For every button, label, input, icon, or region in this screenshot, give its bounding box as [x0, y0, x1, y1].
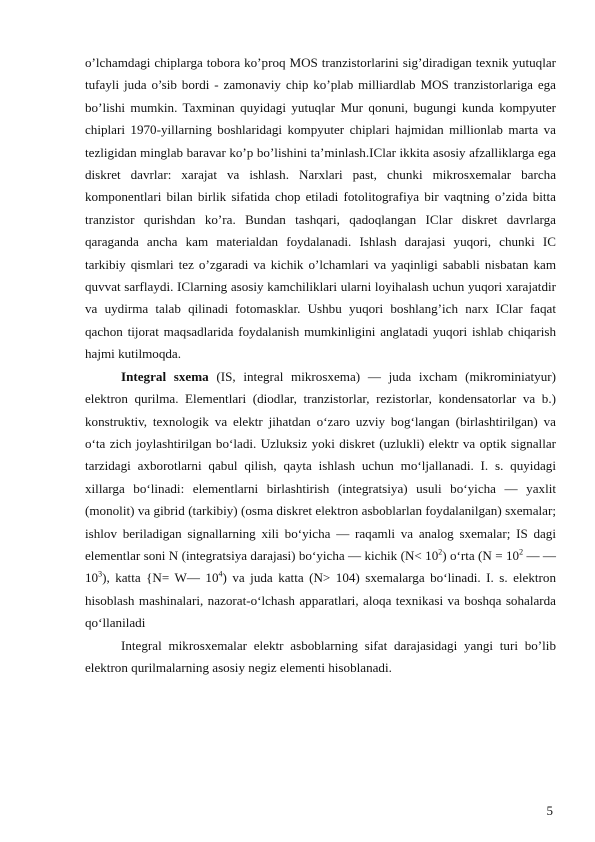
definition-text-e: ) va juda katta (N> 104) sxemalarga boʻlinadi. I. s. elektron hisoblash mashinalari, nazorat-oʻlchash apparatlari, aloqa texnikasi va boshqa sohalarda qoʻllaniladi	[85, 570, 556, 631]
document-body	[85, 52, 556, 679]
paragraph-mos-chips: o’lchamdagi chiplarga tobora ko’proq MOS tranzistorlarini sig’diradigan texnik yutuqlar tufayli juda o’sib bordi - zamonaviy chip ko’plab milliardlab MOS tranzistorlariga ega bo’lishi mumkin. Taxminan quyidagi yutuqlar Mur qonuni, bugungi kunda kompyuter chiplari 1970-yillarning boshlaridagi kompyuter chiplari hajmidan millionlab marta va tezligidan minglab baravar ko’p bo’lishini ta’minlash.IClar ikkita asosiy afzalliklarga ega diskret davrlar: xarajat va ishlash. Narxlari past, chunki mikrosxemalar barcha komponentlari bilan birlik sifatida chop etiladi fotolitografiya bir vaqtning o’zida bitta tranzistor qurishdan ko’ra. Bundan tashqari, qadoqlangan IClar diskret davrlarga qaraganda ancha kam materialdan foydalanadi. Ishlash darajasi yuqori, chunki IC tarkibiy qismlari tez o’zgaradi va kichik o’lchamlari va yaqinligi sababli nisbatan kam quvvat sarflaydi. IClarning asosiy kamchiliklari ularni loyihalash uchun yuqori xarajatdir va uydirma talab qilinadi fotomasklar. Ushbu yuqori boshlang’ich narx IClar faqat qachon tijorat maqsadlarida foydalanish mumkinligini anglatadi yuqori ishlab chiqarish hajmi kutilmoqda.	[85, 55, 556, 362]
definition-text-d: ), katta {N= W— 10	[102, 570, 219, 586]
definition-text-c: — —10	[85, 547, 556, 586]
superscript-exponent-4: 4	[218, 569, 223, 579]
superscript-exponent-2: 2	[519, 547, 524, 557]
definition-text-a: (IS, integral mikrosxema) — juda ixcham (mikrominiatyur) elektron qurilma. Elementlari (diodlar, tranzistorlar, rezistorlar, kondensatorlar va b.) konstruktiv, texnologik va elektr jihatdan oʻzaro uzviy bogʻlangan (birlashtirilgan) va oʻta zich joylashtirilgan boʻladi. Uzluksiz yoki diskret (uzlukli) elektr va optik signallar tarzidagi axborotlarni qabul qilish, qayta ishlash uchun moʻljallanadi. I. s. quyidagi xillarga boʻlinadi: elementlarni birlashtirish (integratsiya) usuli boʻyicha — yaxlit (monolit) va gibrid (tarkibiy) (osma diskret elektron asboblarlan foydalanilgan) sxemalar; ishlov beriladigan signallarning xili boʻyicha — raqamli va analog sxemalar; IS dagi elementlar soni N (integratsiya darajasi) boʻyicha — kichik (N< 10	[85, 368, 556, 563]
superscript-exponent-3: 3	[98, 569, 103, 579]
page-number: 5	[546, 803, 553, 818]
paragraph-integral-mikrosxemalar: Integral mikrosxemalar elektr asboblarning sifat darajasidagi yangi turi bo’lib elektron qurilmalarning asosiy negiz elementi hisoblanadi.	[85, 637, 556, 675]
superscript-exponent-1: 2	[438, 547, 443, 557]
term-integral-sxema: Integral sxema	[121, 368, 209, 384]
definition-text-b: ) oʻrta (N = 10	[442, 547, 520, 563]
paragraph-integral-sxema-definition	[85, 366, 556, 635]
